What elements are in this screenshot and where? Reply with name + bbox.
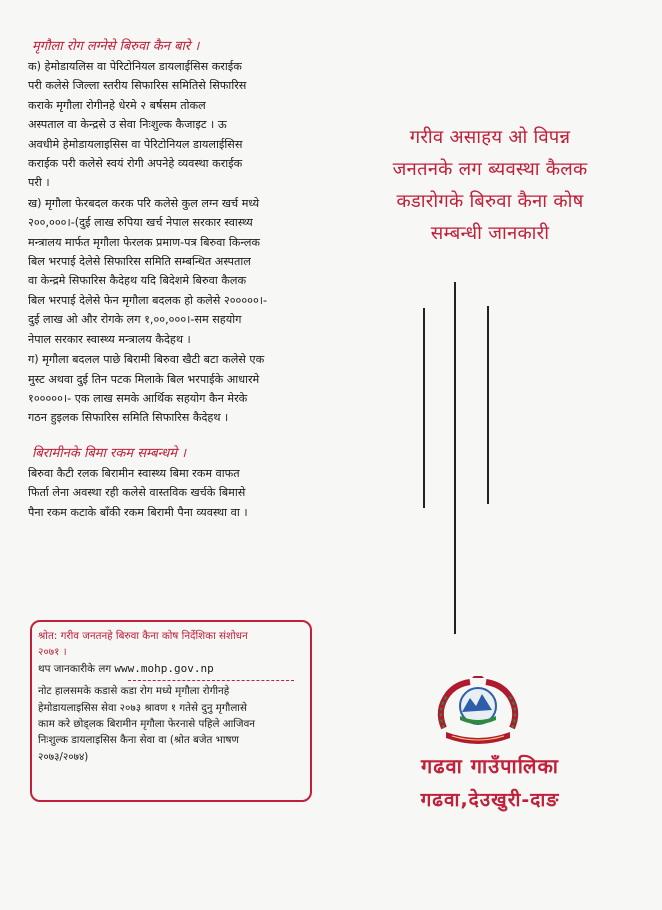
title-line: सम्बन्धी जानकारी [430,223,550,244]
paragraph-line: ख) मृगौला फेरबदल करक परि कलेसे कुल लग्न खर्च मध्ये [28,196,260,210]
fund-info-title [330,122,650,250]
paragraph-line: परी । [28,176,50,190]
note-line: काम करे छोड्लक बिरामीन मृगौला फेरनासे पहिले आजिवन [38,718,256,731]
source-note-box [30,620,312,802]
nepal-emblem-icon [430,676,526,748]
note-line: नोट हालसमके कडासे कडा रोग मध्ये मृगौला रोगीनहे [38,685,230,698]
more-info-label: थप जानकारीके लग [38,662,112,675]
paragraph-line: ग) मृगौला बदलल पाछे बिरामी बिरुवा खैटी बटा कलेसे एक [28,353,265,367]
paragraph-line: अवधीमे हेमोडायलाइसिस वा पेरिटोनियल डायलाईसिस [28,137,243,151]
paragraph-line: अस्पताल वा केन्द्रसे उ सेवा निःशुल्क कैजाइट । ऊ [28,118,227,132]
fold-line-right [487,306,489,504]
title-line: जनतनके लग ब्यवस्था कैलक [392,159,588,180]
municipality-address: गढवा,देउखुरी-दाङ [420,789,560,811]
source-line: श्रोत: गरीव जनतनहे बिरुवा कैना कोष निर्देशिका संशोधन [38,630,248,642]
title-line: गरीव असाहय ओ विपन्न [409,127,571,148]
paragraph-line: बिल भरपाई देलेसे सिफारिस समिति सम्बन्धित अस्पताल [28,255,251,269]
more-info-line [38,661,304,677]
heading-kidney-treatment: मृगौला रोग लग्नेसे बिरुवा कैन बारे । [32,39,200,54]
paragraph-line: पैना रकम कटाके बाँकी रकम बिरामी पैना व्यवस्था वा । [28,505,248,519]
paragraph-line: १०००००।- एक लाख समके आर्थिक सहयोग कैन मेरके [28,391,248,405]
heading-insurance: बिरामीनके बिमा रकम सम्बन्धमे । [32,445,187,461]
paragraph-ka [28,58,316,193]
paragraph-line: मुस्ट अथवा दुई तिन पटक मिलाके बिल भरपाईके आधारमे [28,372,260,386]
paragraph-insurance [28,465,316,522]
fold-line-middle [454,282,456,634]
left-panel [28,36,316,523]
paragraph-line: कराईक परी कलेसे स्वयं रोगी अपनेहे व्यवस्था कराईक [28,157,243,171]
paragraph-line: दुई लाख ओ और रोगके लग १,००,०००।-सम सहयोग [28,313,242,327]
paragraph-line: मन्त्रालय मार्फत मृगौला फेरलक प्रमाण-पत्र बिरुवा किन्लक [28,235,261,249]
paragraph-line: २००,०००।-(दुई लाख रुपिया खर्च नेपाल सरकार स्वास्थ्य [28,216,253,230]
paragraph-ga [28,351,316,428]
fold-line-left [423,308,425,508]
paragraph-line: बिल भरपाई देलेसे फेन मृगौला बदलक हो कलेसे २०००००।- [28,293,268,307]
municipality-name: गढवा गाउँपालिका [420,754,559,778]
paragraph-line: बिरुवा कैटी रलक बिरामीन स्वास्थ्य बिमा रकम वाफत [28,466,240,480]
paragraph-line: क) हेमोडायलिस वा पेरिटोनियल डायलाईसिस कराईक [28,60,242,73]
dashed-divider [128,680,294,681]
paragraph-line: परी कलेसे जिल्ला स्तरीय सिफारिस समितिसे सिफारिस [28,79,247,93]
paragraph-line: कराके मृगौला रोगीनहे धेरमे २ बर्षसम तोकल [28,98,206,112]
note-line: निःशुल्क डायलाइसिस कैना सेवा वा (श्रोत बजेत भाषण [38,734,239,747]
paragraph-line: नेपाल सरकार स्वास्थ्य मन्त्रालय कैदेहथ । [28,332,191,346]
note-line: हेमोडायलाइसिस सेवा २०७३ श्रावण १ गतेसे दुनु मृगौलासे [38,701,247,714]
paragraph-line: गठन हुइलक सिफारिस समिति सिफारिस कैदेहथ । [28,411,229,425]
paragraph-line: वा केन्द्रमे सिफारिस कैदेहथ यदि बिदेशमे बिरुवा कैलक [28,274,247,288]
website-link[interactable]: www.mohp.gov.np [114,661,214,675]
paragraph-kha [28,195,316,349]
paragraph-line: फिर्ता लेना अवस्था रही कलेसे वास्तविक खर्चके बिमासे [28,486,246,500]
title-line: कडारोगके बिरुवा कैना कोष [396,191,584,212]
note-line: २०७३/२०७४) [38,750,89,763]
source-line: २०७१ । [38,646,67,659]
